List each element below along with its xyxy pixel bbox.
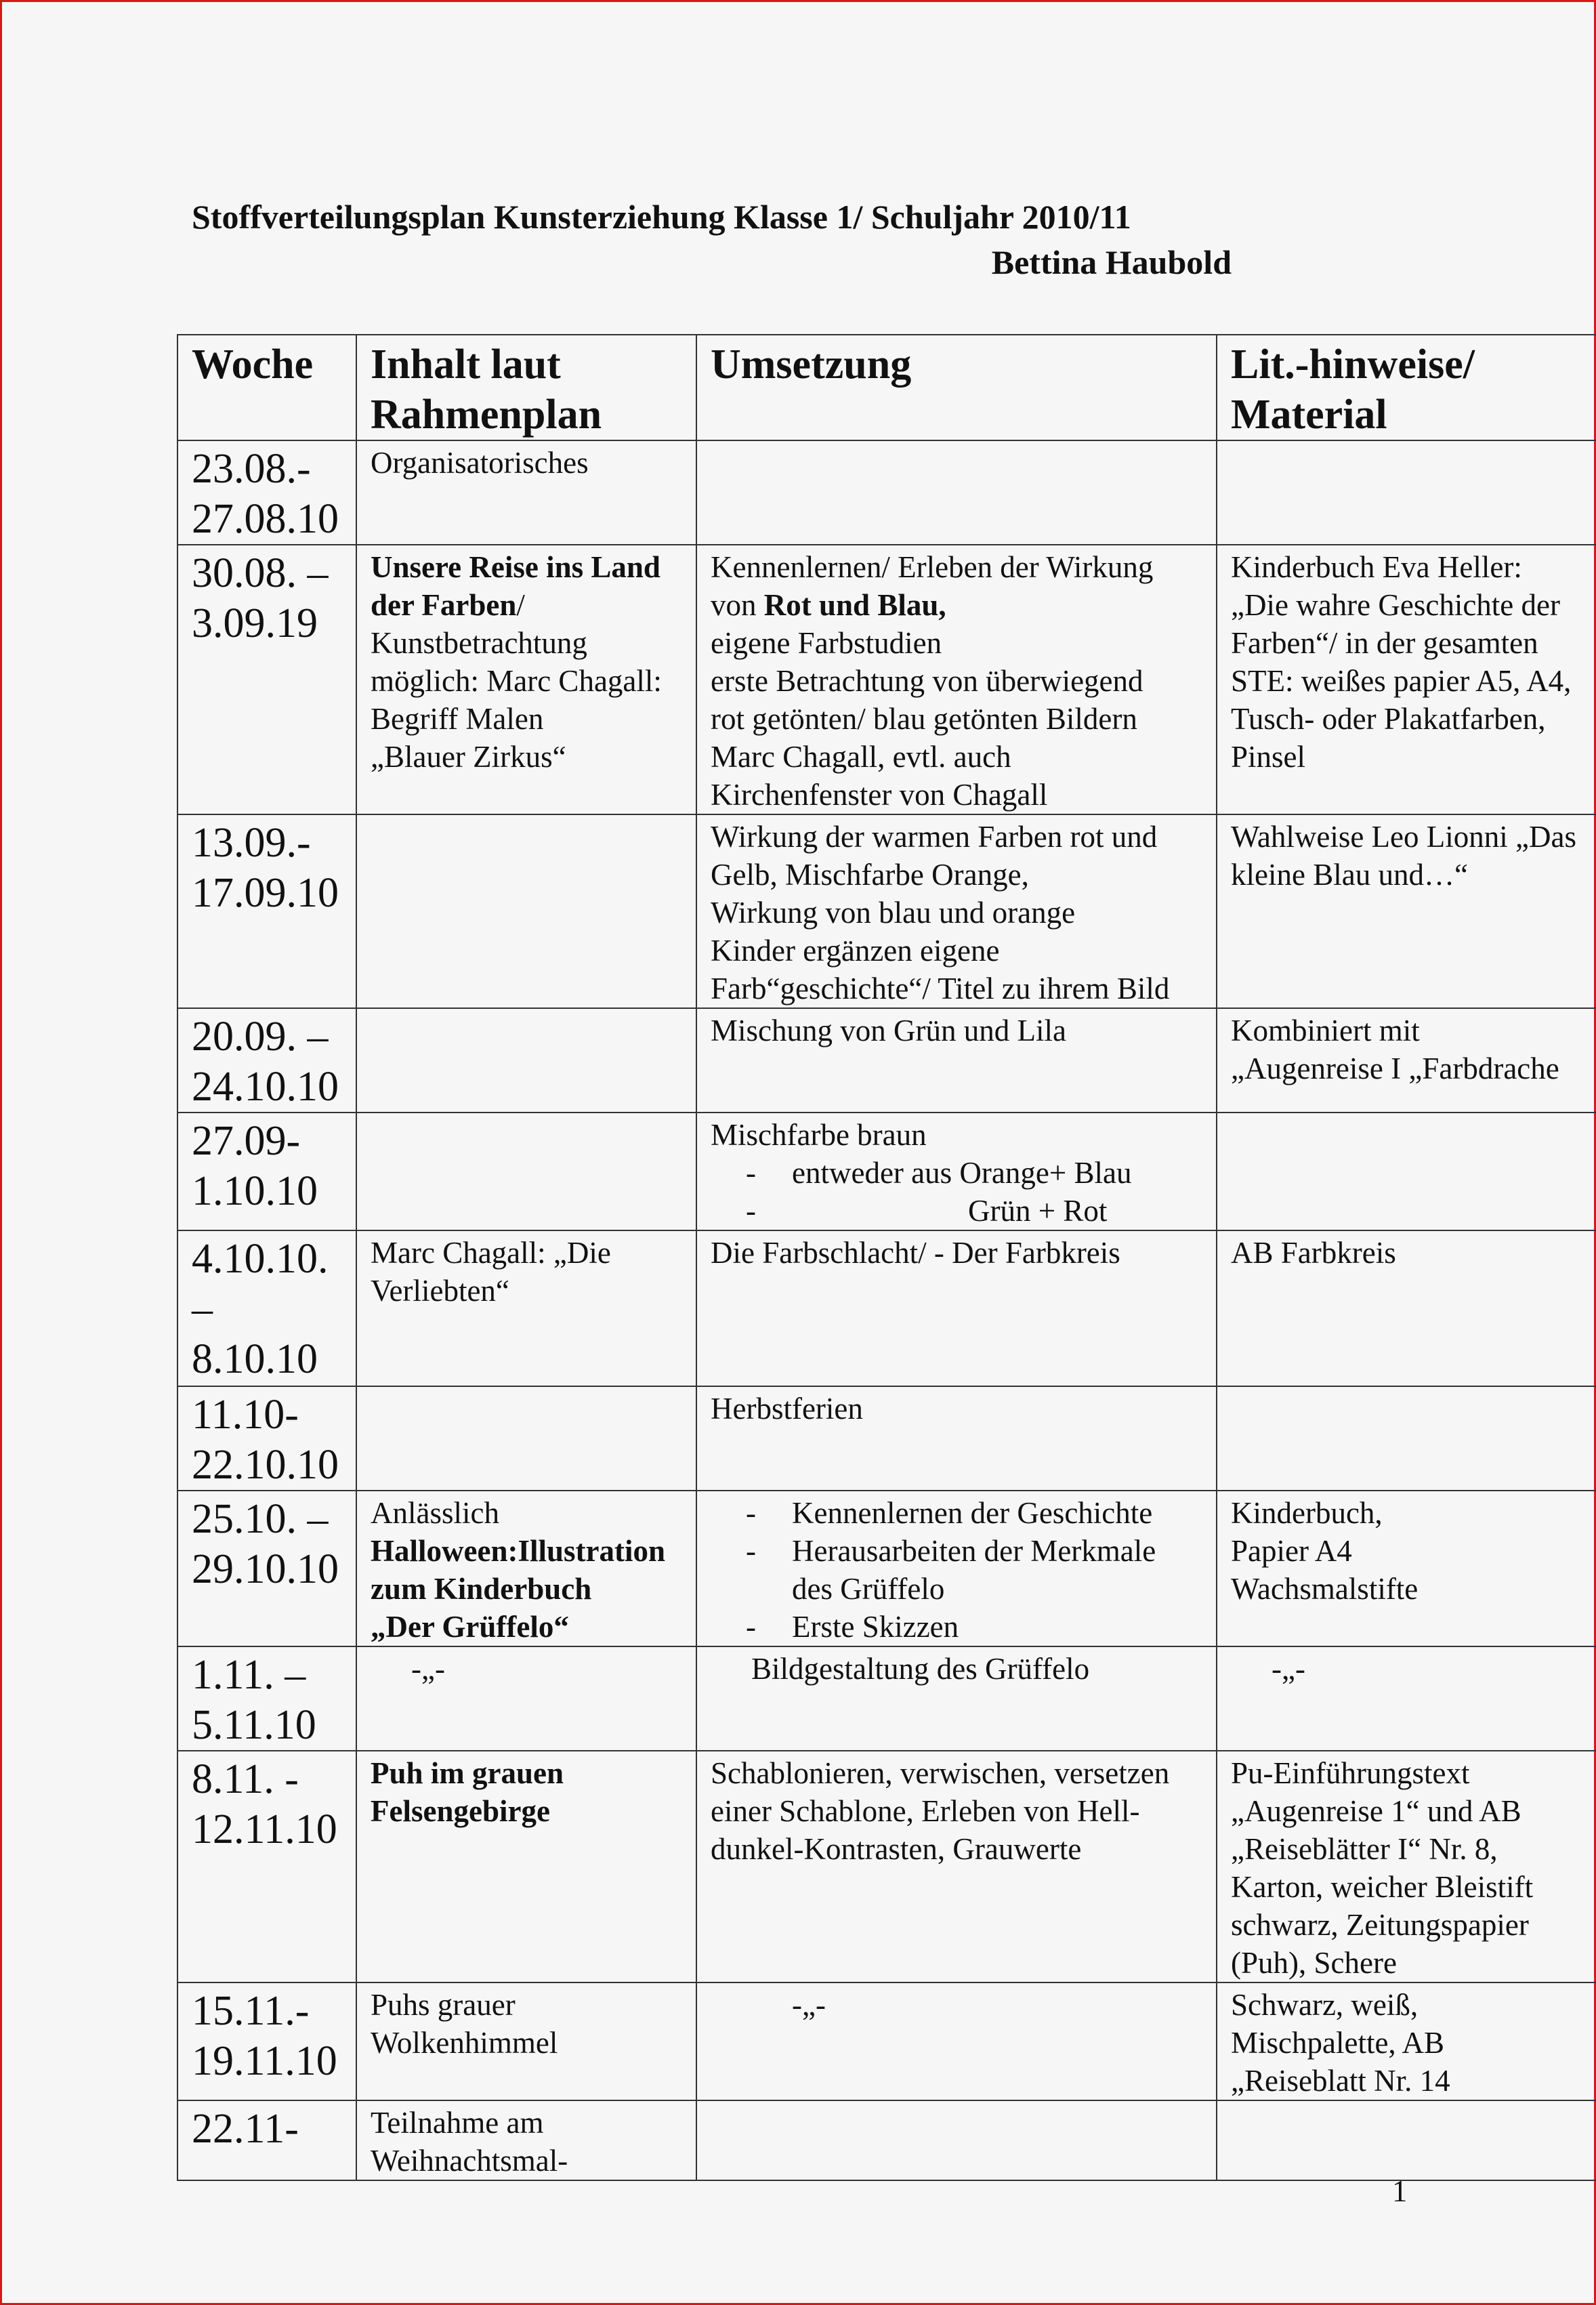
implementation-cell: Mischung von Grün und Lila bbox=[696, 1008, 1217, 1113]
content-cell: Marc Chagall: „Die Verliebten“ bbox=[356, 1230, 696, 1386]
week-cell: 27.09- 1.10.10 bbox=[177, 1113, 356, 1230]
content-cell: Unsere Reise ins Land der Farben/ Kunstbetrachtung möglich: Marc Chagall: Begriff Malen „Blauer Zirkus“ bbox=[356, 545, 696, 814]
material-cell: Kombiniert mit „Augenreise I „Farbdrache bbox=[1217, 1008, 1596, 1113]
table-row bbox=[177, 1230, 1596, 1386]
content-cell: -„- bbox=[356, 1646, 696, 1751]
implementation-cell: Kennenlernen/ Erleben der Wirkung von Rot und Blau, eigene Farbstudien erste Betrachtung von überwiegend rot getönten/ blau getönten Bildern Marc Chagall, evtl. auch Kirchenfenster von Chagall bbox=[696, 545, 1217, 814]
list-item: - Herausarbeiten der Merkmale des Grüffelo bbox=[746, 1534, 1156, 1606]
week-cell: 11.10- 22.10.10 bbox=[177, 1386, 356, 1491]
week-cell: 4.10.10. – 8.10.10 bbox=[177, 1230, 356, 1386]
lesson-plan-table bbox=[177, 334, 1596, 2181]
implementation-cell bbox=[696, 440, 1217, 545]
week-cell: 22.11- bbox=[177, 2100, 356, 2180]
content-cell bbox=[356, 814, 696, 1008]
table-row bbox=[177, 1491, 1596, 1646]
implementation-cell: Bildgestaltung des Grüffelo bbox=[696, 1646, 1217, 1751]
author-name: Bettina Haubold bbox=[991, 243, 1232, 281]
header-woche: Woche bbox=[177, 335, 356, 440]
list-item: - Kennenlernen der Geschichte bbox=[746, 1496, 1153, 1530]
implementation-cell bbox=[696, 1491, 1217, 1646]
material-cell: Wahlweise Leo Lionni „Das kleine Blau und…“ bbox=[1217, 814, 1596, 1008]
content-cell: Teilnahme am Weihnachtsmal- bbox=[356, 2100, 696, 2180]
material-cell: Pu-Einführungstext „Augenreise 1“ und AB „Reiseblätter I“ Nr. 8, Karton, weicher Bleistift schwarz, Zeitungspapier (Puh), Schere bbox=[1217, 1751, 1596, 1982]
implementation-cell: Wirkung der warmen Farben rot und Gelb, Mischfarbe Orange, Wirkung von blau und orange Kinder ergänzen eigene Farb“geschichte“/ Titel zu ihrem Bild bbox=[696, 814, 1217, 1008]
implementation-cell bbox=[696, 2100, 1217, 2180]
material-cell: Kinderbuch Eva Heller: „Die wahre Geschichte der Farben“/ in der gesamten STE: weißes papier A5, A4, Tusch- oder Plakatfarben, Pinsel bbox=[1217, 545, 1596, 814]
material-cell: -„- bbox=[1217, 1646, 1596, 1751]
week-cell: 8.11. - 12.11.10 bbox=[177, 1751, 356, 1982]
header-inhalt: Inhalt laut Rahmenplan bbox=[356, 335, 696, 440]
table-row bbox=[177, 1646, 1596, 1751]
content-cell bbox=[356, 1008, 696, 1113]
table-row bbox=[177, 1751, 1596, 1982]
implementation-cell: Die Farbschlacht/ - Der Farbkreis bbox=[696, 1230, 1217, 1386]
table-row bbox=[177, 814, 1596, 1008]
table-row bbox=[177, 2100, 1596, 2180]
material-cell: Schwarz, weiß, Mischpalette, AB „Reiseblatt Nr. 14 bbox=[1217, 1982, 1596, 2100]
week-cell: 1.11. – 5.11.10 bbox=[177, 1646, 356, 1751]
list-item: - Grün + Rot bbox=[746, 1194, 1108, 1228]
header-umsetzung: Umsetzung bbox=[696, 335, 1217, 440]
material-cell bbox=[1217, 1113, 1596, 1230]
week-cell: 23.08.- 27.08.10 bbox=[177, 440, 356, 545]
table-row bbox=[177, 1386, 1596, 1491]
material-cell bbox=[1217, 2100, 1596, 2180]
implementation-cell: Schablonieren, verwischen, versetzen einer Schablone, Erleben von Hell- dunkel-Kontrasten, Grauwerte bbox=[696, 1751, 1217, 1982]
content-cell bbox=[356, 1386, 696, 1491]
list-item: - Erste Skizzen bbox=[746, 1610, 959, 1644]
table-row bbox=[177, 1113, 1596, 1230]
list-item: - entweder aus Orange+ Blau bbox=[746, 1156, 1132, 1190]
week-cell: 20.09. – 24.10.10 bbox=[177, 1008, 356, 1113]
content-cell: Puhs grauer Wolkenhimmel bbox=[356, 1982, 696, 2100]
table-row bbox=[177, 1008, 1596, 1113]
content-cell: Anlässlich Halloween:Illustration zum Kinderbuch „Der Grüffelo“ bbox=[356, 1491, 696, 1646]
week-cell: 25.10. – 29.10.10 bbox=[177, 1491, 356, 1646]
content-cell bbox=[356, 1113, 696, 1230]
week-cell: 15.11.- 19.11.10 bbox=[177, 1982, 356, 2100]
header-material: Lit.-hinweise/ Material bbox=[1217, 335, 1596, 440]
content-cell: Organisatorisches bbox=[356, 440, 696, 545]
page-number: 1 bbox=[1392, 2174, 1408, 2208]
table-row bbox=[177, 545, 1596, 814]
table-row bbox=[177, 1982, 1596, 2100]
holiday-label: Herbstferien bbox=[696, 1386, 1217, 1491]
implementation-cell: -„- bbox=[696, 1982, 1217, 2100]
table-row bbox=[177, 440, 1596, 545]
material-cell: AB Farbkreis bbox=[1217, 1230, 1596, 1386]
document-title: Stoffverteilungsplan Kunsterziehung Klasse 1/ Schuljahr 2010/11 bbox=[192, 198, 1131, 236]
implementation-cell: Mischfarbe braun - entweder aus Orange+ Blau - Grün + Rot bbox=[696, 1113, 1217, 1230]
week-cell: 13.09.- 17.09.10 bbox=[177, 814, 356, 1008]
week-cell: 30.08. – 3.09.19 bbox=[177, 545, 356, 814]
table-header-row bbox=[177, 335, 1596, 440]
content-cell: Puh im grauen Felsengebirge bbox=[356, 1751, 696, 1982]
material-cell bbox=[1217, 440, 1596, 545]
material-cell: Kinderbuch, Papier A4 Wachsmalstifte bbox=[1217, 1491, 1596, 1646]
material-cell bbox=[1217, 1386, 1596, 1491]
